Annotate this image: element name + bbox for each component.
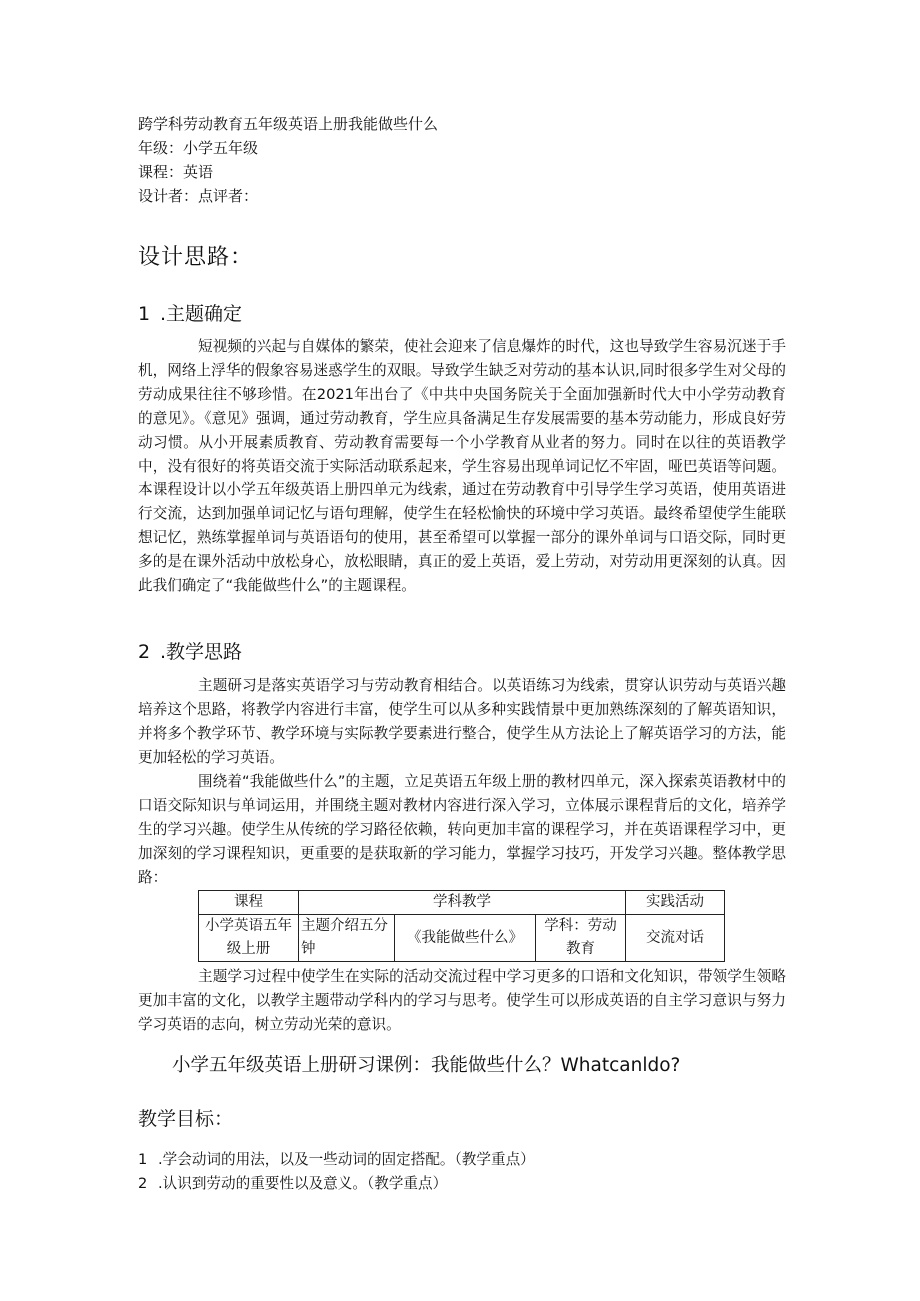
table-cell: 交流对话 bbox=[626, 915, 725, 962]
teaching-plan-table bbox=[198, 890, 725, 962]
section-2-number: 2 bbox=[138, 641, 151, 663]
table-cell: 《我能做些什么》 bbox=[395, 915, 536, 962]
section-2-paragraph-3: 主题学习过程中使学生在实际的活动交流过程中学习更多的口语和文化知识，带领学生领略更加丰富的文化，以教学主题带动学科内的学习与思考。使学生可以形成英语的自主学习意识与努力学习英语的志向，树立劳动光荣的意识。 bbox=[138, 968, 786, 1033]
table-row bbox=[199, 915, 725, 962]
section-1-number: 1 bbox=[138, 303, 151, 325]
table-header-cell: 实践活动 bbox=[626, 891, 725, 915]
section-1-paragraph: 短视频的兴起与自媒体的繁荣，使社会迎来了信息爆炸的时代，这也导致学生容易沉迷于手机，网络上浮华的假象容易迷惑学生的双眼。导致学生缺乏对劳动的基本认识,同时很多学生对父母的劳动成果往往不够珍惜。在2021年出台了《中共中央国务院关于全面加强新时代大中小学劳动教育的意见》。《意见》强调，通过劳动教育，学生应具备满足生存发展需要的基本劳动能力，形成良好劳动习惯。从小开展素质教育、劳动教育需要每一个小学教育从业者的努力。同时在以往的英语教学中，没有很好的将英语交流于实际活动联系起来，学生容易出现单词记忆不牢固，哑巴英语等问题。本课程设计以小学五年级英语上册四单元为线索，通过在劳动教育中引导学生学习英语，使用英语进行交流，达到加强单词记忆与语句理解，使学生在轻松愉快的环境中学习英语。最终希望使学生能联想记忆，熟练掌握单词与英语语句的使用，甚至希望可以掌握一部分的课外单词与口语交际，同时更多的是在课外活动中放松身心，放松眼睛，真正的爱上英语，爱上劳动，对劳动用更深刻的认真。因此我们确定了“我能做些什么”的主题课程。 bbox=[138, 338, 786, 595]
section-2-heading bbox=[138, 637, 242, 664]
goal-number: 2 bbox=[138, 1175, 148, 1192]
document-title: 跨学科劳动教育五年级英语上册我能做些什么 bbox=[138, 115, 439, 133]
section-2-title: .教学思路 bbox=[160, 641, 243, 663]
section-2-paragraph-2: 围绕着“我能做些什么”的主题，立足英语五年级上册的教材四单元，深入探索英语教材中的口语交际知识与单词运用，并围绕主题对教材内容进行深入学习，立体展示课程背后的文化，培养学生的学习兴趣。使学生从传统的学习路径依赖，转向更加丰富的课程学习，并在英语课程学习中，更加深刻的学习课程知识，更重要的是获取新的学习能力，掌握学习技巧，开发学习兴趣。整体教学思路： bbox=[138, 773, 786, 886]
table-header-row bbox=[199, 891, 725, 915]
section-2-paragraph-1: 主题研习是落实英语学习与劳动教育相结合。以英语练习为线索，贯穿认识劳动与英语兴趣培养这个思路，将教学内容进行丰富，使学生可以从多种实践情景中更加熟练深刻的了解英语知识，并将多个教学环节、教学环境与实际教学要素进行整合，使学生从方法论上了解英语学习的方法，能更加轻松的学习英语。 bbox=[138, 677, 786, 766]
designer-line: 设计者：点评者： bbox=[138, 187, 259, 205]
lesson-subtitle: 小学五年级英语上册研习课例：我能做些什么？Whatcanldo? bbox=[172, 1055, 681, 1076]
section-1-heading bbox=[138, 299, 242, 326]
section-1-title: .主题确定 bbox=[160, 303, 243, 325]
table-header-cell: 学科教学 bbox=[299, 891, 626, 915]
grade-line: 年级：小学五年级 bbox=[138, 139, 259, 157]
course-line: 课程：英语 bbox=[138, 163, 214, 181]
goal-text: .学会动词的用法，以及一些动词的固定搭配。（教学重点） bbox=[158, 1151, 535, 1168]
table-cell: 学科：劳动教育 bbox=[536, 915, 626, 962]
teaching-goals-heading: 教学目标： bbox=[138, 1108, 234, 1130]
goal-text: .认识到劳动的重要性以及意义。（教学重点） bbox=[158, 1175, 448, 1192]
table-cell: 主题介绍五分钟 bbox=[299, 915, 395, 962]
goal-number: 1 bbox=[138, 1151, 148, 1168]
table-cell: 小学英语五年级上册 bbox=[199, 915, 299, 962]
goal-item bbox=[138, 1172, 447, 1193]
design-ideas-heading: 设计思路： bbox=[138, 245, 254, 270]
table-header-cell: 课程 bbox=[199, 891, 299, 915]
goal-item bbox=[138, 1148, 535, 1169]
